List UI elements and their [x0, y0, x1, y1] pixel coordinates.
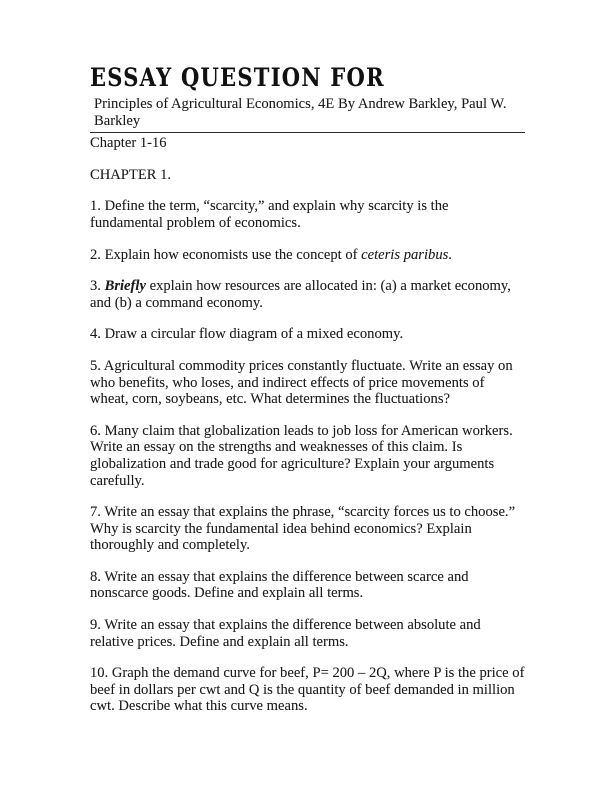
question-6 — [90, 423, 525, 489]
question-text-segment: . — [448, 246, 452, 263]
chapter-range: Chapter 1-16 — [90, 135, 167, 152]
question-7 — [90, 504, 525, 554]
document-title: ESSAY QUESTION FOR — [90, 63, 385, 92]
document-header — [90, 64, 525, 133]
question-text-segment: 10. Graph the demand curve for beef, P= 200 – 2Q, where P is the price of beef in dollars per cwt and Q is the quantity of beef demanded in million cwt. Describe what this curve means. — [90, 665, 525, 715]
document-subtitle: Principles of Agricultural Economics, 4E By Andrew Barkley, Paul W. Barkley — [94, 96, 507, 129]
question-text-segment: 5. Agricultural commodity prices constantly fluctuate. Write an essay on who benefits, who loses, and indirect effects of price movements of wheat, corn, soybeans, etc. What determines the fluctuations? — [90, 357, 513, 408]
question-text-segment: Briefly — [104, 278, 146, 295]
question-text-segment: 8. Write an essay that explains the difference between scarce and nonscarce goods. Define and explain all terms. — [90, 568, 469, 602]
question-text-segment: 2. Explain how economists use the concept of — [90, 246, 362, 263]
question-8 — [90, 569, 525, 602]
question-2 — [90, 247, 525, 264]
section-heading: CHAPTER 1. — [90, 166, 172, 183]
question-text-segment: 7. Write an essay that explains the phrase, “scarcity forces us to choose.” Why is scarcity the fundamental idea behind economics? Explain thoroughly and completely. — [90, 504, 516, 554]
question-text-segment: 6. Many claim that globalization leads to job loss for American workers. Write an essay on the strengths and weaknesses of this claim. Is globalization and trade good for agriculture? Explain your arguments carefully. — [90, 422, 513, 489]
question-10 — [90, 665, 525, 715]
question-1 — [90, 198, 525, 231]
question-text-segment: 9. Write an essay that explains the difference between absolute and relative prices. Define and explain all terms. — [90, 617, 481, 650]
question-text-segment: 4. Draw a circular flow diagram of a mixed economy. — [90, 326, 404, 343]
question-9 — [90, 617, 525, 650]
question-text-segment: 1. Define the term, “scarcity,” and explain why scarcity is the fundamental problem of economics. — [90, 198, 449, 231]
question-text-segment: ceteris paribus — [361, 246, 449, 263]
question-text-segment: explain how resources are allocated in: (a) a market economy, and (b) a command economy. — [90, 278, 511, 311]
question-text-segment: 3. — [90, 278, 105, 295]
question-3 — [90, 278, 525, 311]
question-4 — [90, 326, 525, 343]
questions-list — [90, 198, 525, 715]
question-5 — [90, 358, 525, 408]
